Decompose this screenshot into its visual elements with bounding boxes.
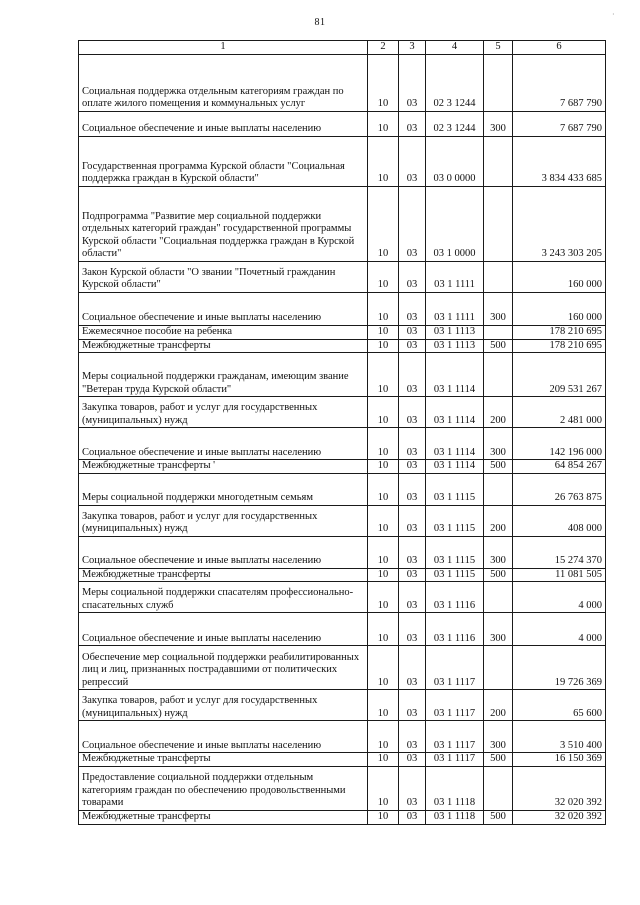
row-expense-type-cell [484, 353, 513, 397]
row-target-code-cell: 03 1 1115 [426, 505, 484, 536]
row-expense-type-cell: 300 [484, 613, 513, 646]
row-name-cell: Закупка товаров, работ и услуг для государственных (муниципальных) нужд [79, 397, 368, 428]
row-amount-cell: 15 274 370 [513, 536, 606, 568]
row-name-cell: Межбюджетные трансферты [79, 568, 368, 582]
row-name-cell: Закупка товаров, работ и услуг для государственных (муниципальных) нужд [79, 505, 368, 536]
row-section-cell: 10 [368, 766, 399, 810]
row-amount-cell: 408 000 [513, 505, 606, 536]
row-amount-cell: 7 687 790 [513, 112, 606, 137]
row-name-cell: Государственная программа Курской области "Социальная поддержка граждан в Курской области" [79, 137, 368, 187]
row-target-code-cell: 03 1 1117 [426, 721, 484, 753]
row-expense-type-cell: 200 [484, 505, 513, 536]
table-row [79, 690, 606, 721]
table-row [79, 137, 606, 187]
row-section-cell: 10 [368, 568, 399, 582]
row-expense-type-cell: 500 [484, 753, 513, 767]
header-col-target-code: 4 [426, 41, 484, 55]
row-subsection-cell: 03 [399, 690, 426, 721]
row-name-cell: Социальная поддержка отдельным категориям граждан по оплате жилого помещения и коммунальных услуг [79, 55, 368, 112]
row-target-code-cell: 03 1 1115 [426, 473, 484, 505]
row-target-code-cell: 03 1 1117 [426, 646, 484, 690]
row-section-cell: 10 [368, 339, 399, 353]
row-name-cell: Межбюджетные трансферты [79, 810, 368, 824]
row-amount-cell: 4 000 [513, 613, 606, 646]
row-expense-type-cell [484, 646, 513, 690]
table-row [79, 397, 606, 428]
row-target-code-cell: 03 1 1118 [426, 766, 484, 810]
row-amount-cell: 3 834 433 685 [513, 137, 606, 187]
row-subsection-cell: 03 [399, 353, 426, 397]
row-expense-type-cell: 200 [484, 690, 513, 721]
row-amount-cell: 11 081 505 [513, 568, 606, 582]
row-subsection-cell: 03 [399, 112, 426, 137]
row-target-code-cell: 03 1 1117 [426, 690, 484, 721]
row-expense-type-cell [484, 766, 513, 810]
row-section-cell: 10 [368, 137, 399, 187]
row-section-cell: 10 [368, 536, 399, 568]
row-section-cell: 10 [368, 293, 399, 326]
row-target-code-cell: 03 1 1114 [426, 397, 484, 428]
row-amount-cell: 160 000 [513, 293, 606, 326]
table-row [79, 262, 606, 293]
row-target-code-cell: 03 1 1113 [426, 326, 484, 340]
row-subsection-cell: 03 [399, 339, 426, 353]
row-amount-cell: 32 020 392 [513, 810, 606, 824]
row-target-code-cell: 03 1 1114 [426, 428, 484, 460]
row-expense-type-cell: 300 [484, 428, 513, 460]
row-name-cell: Межбюджетные трансферты [79, 753, 368, 767]
row-expense-type-cell: 300 [484, 721, 513, 753]
row-subsection-cell: 03 [399, 582, 426, 613]
row-name-cell: Социальное обеспечение и иные выплаты населению [79, 428, 368, 460]
row-section-cell: 10 [368, 428, 399, 460]
row-section-cell: 10 [368, 397, 399, 428]
row-name-cell: Меры социальной поддержки многодетным семьям [79, 473, 368, 505]
row-amount-cell: 3 243 303 205 [513, 187, 606, 262]
row-name-cell: Предоставление социальной поддержки отдельным категориям граждан по обеспечению продовольственными товарами [79, 766, 368, 810]
table-row [79, 810, 606, 824]
row-target-code-cell: 03 1 1116 [426, 613, 484, 646]
row-expense-type-cell [484, 137, 513, 187]
header-col-subsection: 3 [399, 41, 426, 55]
row-section-cell: 10 [368, 187, 399, 262]
header-col-expense-type: 5 [484, 41, 513, 55]
row-subsection-cell: 03 [399, 810, 426, 824]
table-row [79, 326, 606, 340]
row-subsection-cell: 03 [399, 473, 426, 505]
table-row [79, 428, 606, 460]
row-expense-type-cell [484, 582, 513, 613]
row-expense-type-cell [484, 187, 513, 262]
table-row [79, 505, 606, 536]
table-row [79, 112, 606, 137]
row-amount-cell: 178 210 695 [513, 326, 606, 340]
row-amount-cell: 32 020 392 [513, 766, 606, 810]
table-row [79, 582, 606, 613]
row-amount-cell: 3 510 400 [513, 721, 606, 753]
row-target-code-cell: 03 1 1111 [426, 262, 484, 293]
row-name-cell: Социальное обеспечение и иные выплаты населению [79, 613, 368, 646]
row-name-cell: Подпрограмма "Развитие мер социальной поддержки отдельных категорий граждан" государственной программы Курской области "Социальная поддержка граждан в Курской области" [79, 187, 368, 262]
page-number: 81 [314, 17, 326, 28]
table-row [79, 353, 606, 397]
row-subsection-cell: 03 [399, 721, 426, 753]
row-name-cell: Меры социальной поддержки спасателям профессионально-спасательных служб [79, 582, 368, 613]
row-amount-cell: 4 000 [513, 582, 606, 613]
table-row [79, 536, 606, 568]
row-expense-type-cell: 500 [484, 568, 513, 582]
row-section-cell: 10 [368, 810, 399, 824]
row-name-cell: Социальное обеспечение и иные выплаты населению [79, 293, 368, 326]
table-row [79, 613, 606, 646]
row-subsection-cell: 03 [399, 536, 426, 568]
header-col-name: 1 [79, 41, 368, 55]
row-target-code-cell: 03 1 0000 [426, 187, 484, 262]
row-target-code-cell: 03 1 1111 [426, 293, 484, 326]
row-expense-type-cell: 200 [484, 397, 513, 428]
row-name-cell: Межбюджетные трансферты ' [79, 460, 368, 474]
table-row [79, 187, 606, 262]
row-expense-type-cell: 500 [484, 339, 513, 353]
row-section-cell: 10 [368, 326, 399, 340]
row-section-cell: 10 [368, 690, 399, 721]
row-amount-cell: 2 481 000 [513, 397, 606, 428]
table-row [79, 460, 606, 474]
row-subsection-cell: 03 [399, 326, 426, 340]
table-row [79, 766, 606, 810]
row-section-cell: 10 [368, 613, 399, 646]
row-target-code-cell: 03 0 0000 [426, 137, 484, 187]
table-row [79, 55, 606, 112]
row-amount-cell: 26 763 875 [513, 473, 606, 505]
row-subsection-cell: 03 [399, 460, 426, 474]
row-subsection-cell: 03 [399, 262, 426, 293]
row-expense-type-cell: 300 [484, 112, 513, 137]
row-section-cell: 10 [368, 753, 399, 767]
row-expense-type-cell [484, 473, 513, 505]
row-section-cell: 10 [368, 646, 399, 690]
row-amount-cell: 178 210 695 [513, 339, 606, 353]
row-subsection-cell: 03 [399, 293, 426, 326]
row-name-cell: Закупка товаров, работ и услуг для государственных (муниципальных) нужд [79, 690, 368, 721]
row-amount-cell: 142 196 000 [513, 428, 606, 460]
scan-artifact-mark: · [612, 10, 615, 19]
row-expense-type-cell [484, 262, 513, 293]
row-section-cell: 10 [368, 505, 399, 536]
row-subsection-cell: 03 [399, 646, 426, 690]
row-target-code-cell: 02 3 1244 [426, 55, 484, 112]
table-row [79, 721, 606, 753]
row-subsection-cell: 03 [399, 568, 426, 582]
row-amount-cell: 19 726 369 [513, 646, 606, 690]
row-name-cell: Социальное обеспечение и иные выплаты населению [79, 721, 368, 753]
row-name-cell: Межбюджетные трансферты [79, 339, 368, 353]
row-subsection-cell: 03 [399, 505, 426, 536]
row-amount-cell: 160 000 [513, 262, 606, 293]
row-section-cell: 10 [368, 262, 399, 293]
header-col-amount: 6 [513, 41, 606, 55]
row-target-code-cell: 03 1 1118 [426, 810, 484, 824]
row-target-code-cell: 03 1 1114 [426, 460, 484, 474]
row-name-cell: Ежемесячное пособие на ребенка [79, 326, 368, 340]
row-amount-cell: 209 531 267 [513, 353, 606, 397]
row-amount-cell: 16 150 369 [513, 753, 606, 767]
table-row [79, 339, 606, 353]
table-row [79, 753, 606, 767]
row-amount-cell: 65 600 [513, 690, 606, 721]
row-target-code-cell: 03 1 1115 [426, 536, 484, 568]
row-name-cell: Обеспечение мер социальной поддержки реабилитированных лиц и лиц, признанных пострадавшими от политических репрессий [79, 646, 368, 690]
row-section-cell: 10 [368, 112, 399, 137]
row-section-cell: 10 [368, 460, 399, 474]
row-subsection-cell: 03 [399, 753, 426, 767]
row-subsection-cell: 03 [399, 55, 426, 112]
table-row [79, 293, 606, 326]
row-section-cell: 10 [368, 55, 399, 112]
row-section-cell: 10 [368, 353, 399, 397]
budget-table [78, 40, 606, 825]
row-subsection-cell: 03 [399, 428, 426, 460]
row-subsection-cell: 03 [399, 397, 426, 428]
row-subsection-cell: 03 [399, 187, 426, 262]
table-row [79, 568, 606, 582]
row-name-cell: Социальное обеспечение и иные выплаты населению [79, 536, 368, 568]
row-subsection-cell: 03 [399, 766, 426, 810]
row-target-code-cell: 02 3 1244 [426, 112, 484, 137]
row-target-code-cell: 03 1 1115 [426, 568, 484, 582]
row-expense-type-cell [484, 55, 513, 112]
row-expense-type-cell: 300 [484, 293, 513, 326]
table-header-row [79, 41, 606, 55]
row-amount-cell: 7 687 790 [513, 55, 606, 112]
table-row [79, 646, 606, 690]
row-expense-type-cell [484, 326, 513, 340]
row-expense-type-cell: 500 [484, 460, 513, 474]
row-target-code-cell: 03 1 1117 [426, 753, 484, 767]
row-section-cell: 10 [368, 473, 399, 505]
row-name-cell: Меры социальной поддержки гражданам, имеющим звание "Ветеран труда Курской области" [79, 353, 368, 397]
row-target-code-cell: 03 1 1116 [426, 582, 484, 613]
table-row [79, 473, 606, 505]
header-col-section: 2 [368, 41, 399, 55]
row-subsection-cell: 03 [399, 137, 426, 187]
row-name-cell: Социальное обеспечение и иные выплаты населению [79, 112, 368, 137]
row-name-cell: Закон Курской области "О звании "Почетный гражданин Курской области" [79, 262, 368, 293]
row-section-cell: 10 [368, 721, 399, 753]
row-expense-type-cell: 500 [484, 810, 513, 824]
row-section-cell: 10 [368, 582, 399, 613]
row-amount-cell: 64 854 267 [513, 460, 606, 474]
row-target-code-cell: 03 1 1114 [426, 353, 484, 397]
row-target-code-cell: 03 1 1113 [426, 339, 484, 353]
row-subsection-cell: 03 [399, 613, 426, 646]
row-expense-type-cell: 300 [484, 536, 513, 568]
